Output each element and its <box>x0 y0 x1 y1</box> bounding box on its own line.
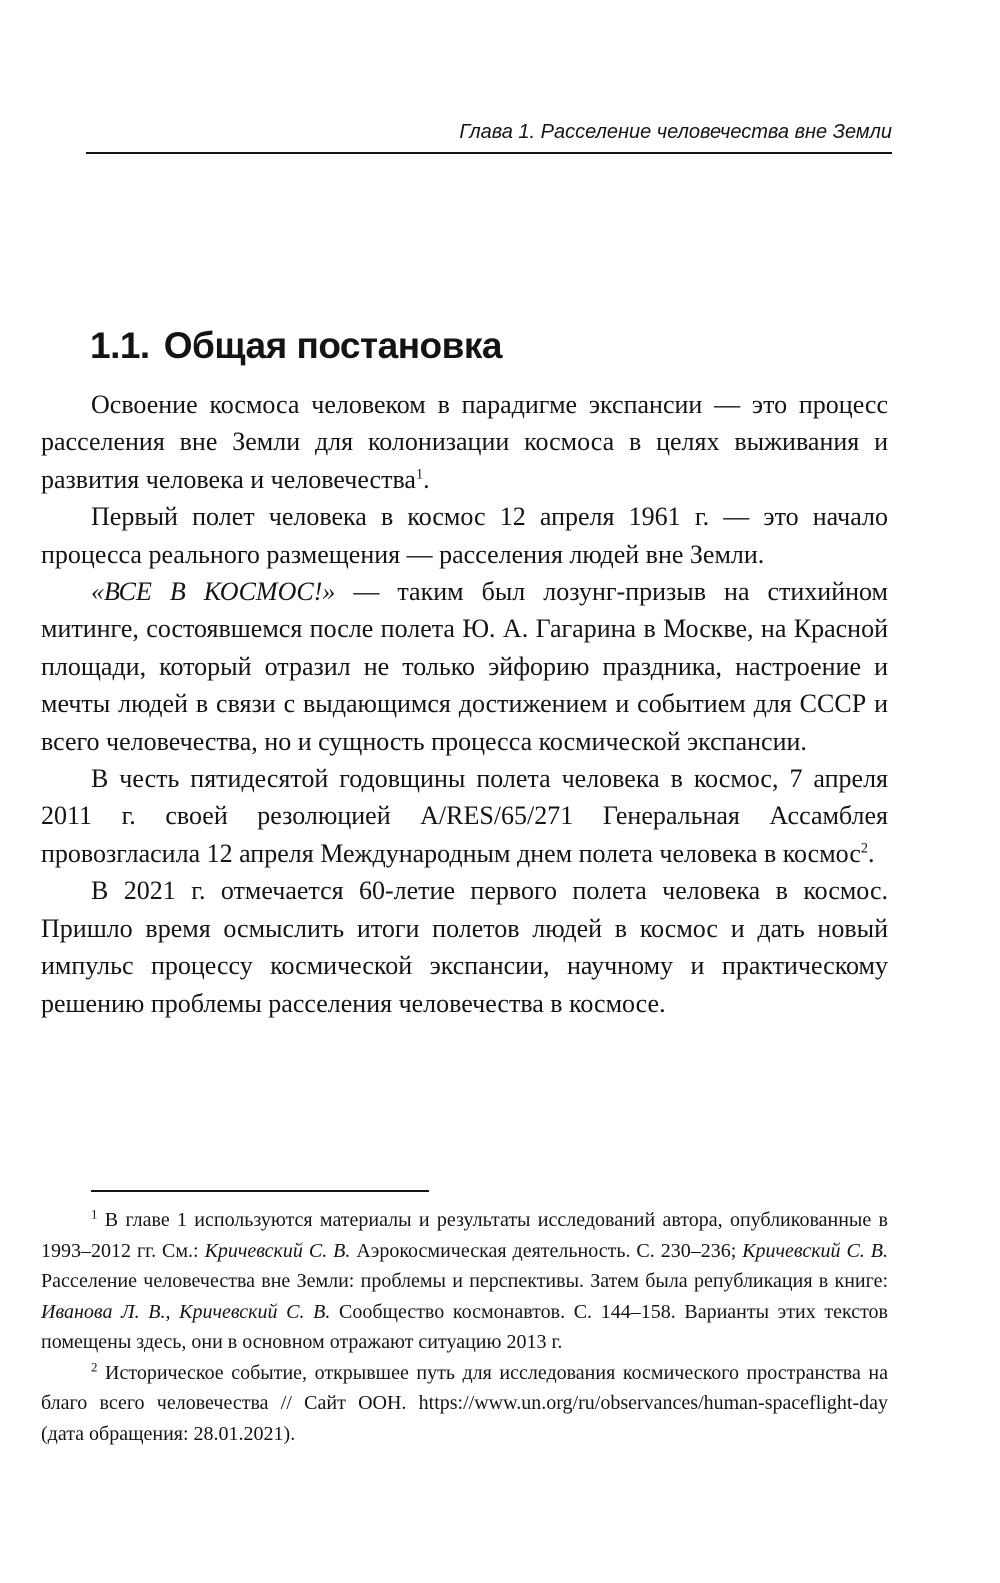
paragraph-tail: . <box>868 838 875 868</box>
section-number: 1.1. <box>90 325 150 366</box>
footnote-text: Расселение человечества вне Земли: проблемы и перспективы. Затем была републикация в книге: <box>41 1270 888 1292</box>
running-header: Глава 1. Расселение человечества вне Земли <box>459 121 892 143</box>
header-rule <box>86 152 892 154</box>
footnote-author: Кричевский С. В. <box>204 1239 351 1262</box>
paragraph-5 <box>41 872 888 1022</box>
paragraph-text: Освоение космоса человеком в парадигме экспансии — это процесс расселения вне Земли для колонизации космоса в целях выживания и развития человека и человечества <box>41 390 888 494</box>
footnotes <box>41 1205 888 1449</box>
paragraph-text: — таким был лозунг-призыв на стихийном митинге, состоявшемся после полета Ю. А. Гагарина в Москве, на Красной площади, который отразил не только эйфорию праздника, настроение и мечты людей в связи с выдающимся достижением и событием для СССР и всего человечества, но и сущность процесса космической экспансии. <box>41 577 889 756</box>
paragraph-2 <box>41 498 888 573</box>
footnote-text: Историческое событие, открывшее путь для исследования космического пространства на благо всего человечества // Сайт ООН. https://www.un.org/ru/observances/human-spaceflight-day (дата обращения: 28.01.2021). <box>41 1361 888 1445</box>
footnote-author: Иванова Л. В., Кричевский С. В. <box>41 1300 331 1323</box>
paragraph-1 <box>41 386 888 498</box>
paragraph-tail: . <box>423 464 430 494</box>
paragraph-text: Первый полет человека в космос 12 апреля 1961 г. — это начало процесса реального размещения — расселения людей вне Земли. <box>41 502 888 569</box>
slogan-quote: «ВСЕ В КОСМОС!» <box>91 577 336 607</box>
footnote-ref-2: 2 <box>860 840 869 857</box>
footnote-marker: 1 <box>91 1206 98 1222</box>
footnote-text: В главе 1 используются материалы и результаты исследований автора, опубликованные в 1993–2012 гг. См.: <box>41 1209 888 1262</box>
paragraph-4 <box>41 760 888 872</box>
body-text <box>41 386 888 1022</box>
footnote-author: Кричевский С. В. <box>742 1239 889 1262</box>
footnote-rule <box>91 1190 429 1192</box>
footnote-ref-1: 1 <box>415 466 424 483</box>
footnote-marker: 2 <box>91 1358 98 1374</box>
paragraph-3 <box>41 573 888 760</box>
section-title: Общая постановка <box>163 325 502 366</box>
footnote-1 <box>41 1205 888 1358</box>
section-heading <box>90 318 502 374</box>
paragraph-text: В 2021 г. отмечается 60-летие первого полета человека в космос. Пришло время осмыслить итоги полетов людей в космос и дать новый импульс процессу космической экспансии, научному и практическому решению проблемы расселения человечества в космосе. <box>41 876 888 1018</box>
footnote-text: Аэрокосмическая деятельность. С. 230–236; <box>350 1239 743 1262</box>
footnote-text: Сообщество космонавтов. С. 144–158. Варианты этих текстов помещены здесь, они в основном отражают ситуацию 2013 г. <box>41 1300 888 1353</box>
paragraph-text: В честь пятидесятой годовщины полета человека в космос, 7 апреля 2011 г. своей резолюцией A/RES/65/271 Генеральная Ассамблея провозгласила 12 апреля Международным днем полета человека в космос <box>41 764 888 868</box>
footnote-2 <box>41 1358 888 1450</box>
